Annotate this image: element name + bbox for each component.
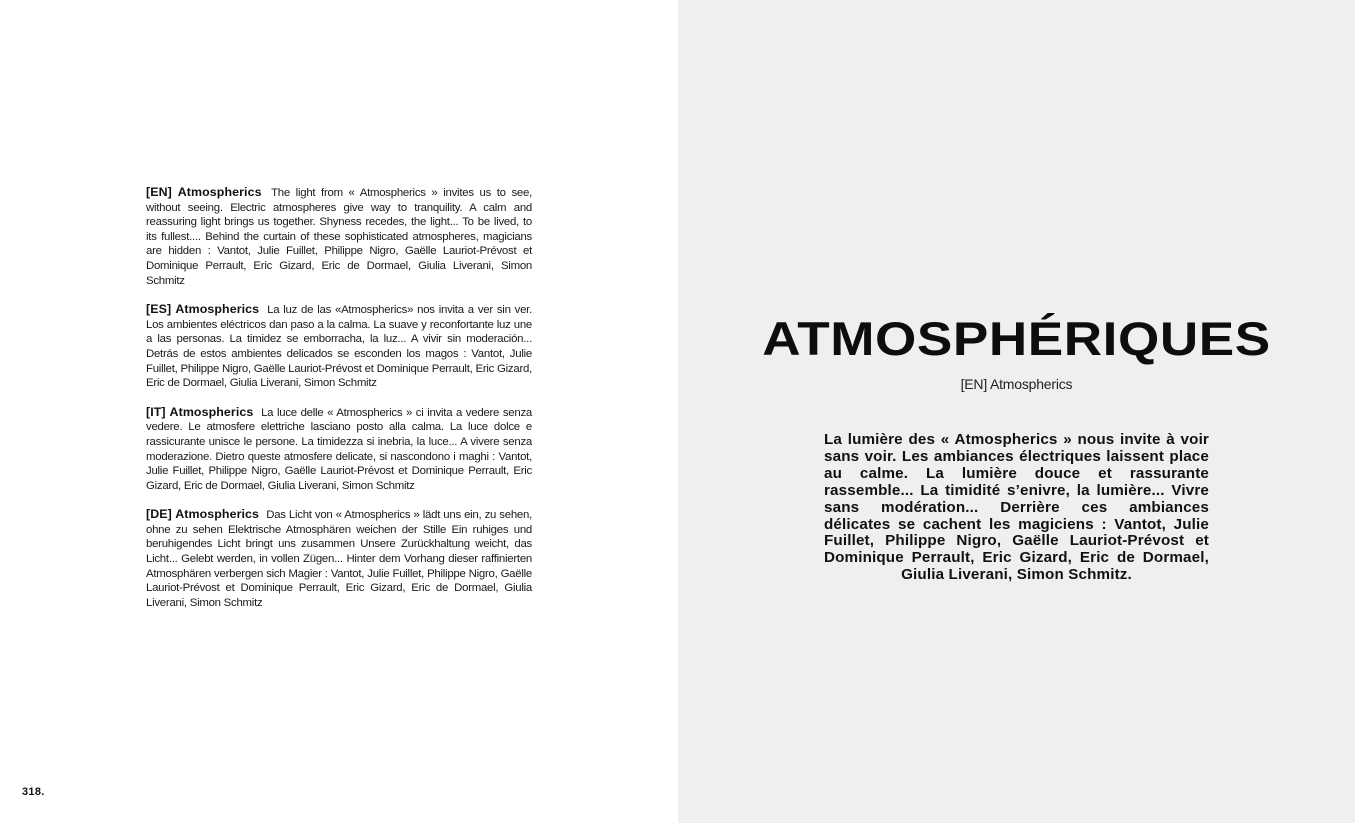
translation-de (146, 507, 532, 610)
translations-column (146, 185, 532, 624)
page-title: ATMOSPHÉRIQUES (762, 312, 1271, 365)
page-number: 318. (22, 786, 45, 798)
translation-body: Das Licht von « Atmospherics » lädt uns ein, zu sehen, ohne zu sehen Elektrische Atmosphären weichen der Stille Ein ruhiges und beruhigendes Licht bringt uns zusammen Unsere Zurückhaltung weicht, das Licht... Gelebt werden, in vollen Zügen... Hinter dem Vorhang dieser raffinierten Atmosphären verbergen sich Magier : Vantot, Julie Fuillet, Philippe Nigro, Gaëlle Lauriot-Prévost et Dominique Perrault, Eric Gizard, Eric de Dormael, Giulia Liverani, Simon Schmitz (146, 509, 533, 609)
translation-body: La luce delle « Atmospherics » ci invita a vedere senza vedere. Le atmosfere elettriche lasciano posto alla calma. La luce dolce e rassicurante unisce le persone. La timidezza si inebria, la luce... A vivere senza moderazione. Dietro queste atmosfere delicate, si nascondono i maghi : Vantot, Julie Fuillet, Philippe Nigro, Gaëlle Lauriot-Prévost et Dominique Perrault, Eric Gizard, Eric de Dormael, Giulia Liverani, Simon Schmitz (146, 406, 532, 492)
translation-es (146, 302, 532, 391)
translation-en (146, 185, 532, 288)
translation-heading: [IT] Atmospherics (146, 404, 254, 419)
page-subtitle: [EN] Atmospherics (960, 376, 1073, 392)
translation-heading: [DE] Atmospherics (146, 507, 260, 522)
french-body-text: La lumière des « Atmospherics » nous invite à voir sans voir. Les ambiances électriques laissent place au calme. La lumière douce et rassurante rassemble... La timidité s’enivre, la lumière... Vivre sans modération... Derrière ces ambiances délicates se cachent les magiciens : Vantot, Julie Fuillet, Philippe Nigro, Gaëlle Lauriot-Prévost et Dominique Perrault, Eric Gizard, Eric de Dormael, Giulia Liverani, Simon Schmitz. (824, 431, 1209, 584)
translation-heading: [EN] Atmospherics (146, 185, 262, 199)
translation-it (146, 405, 532, 494)
translation-body: The light from « Atmospherics » invites us to see, without seeing. Electric atmospheres give way to tranquility. A calm and reassuring light brings us together. Shyness recedes, the light... To be lived, to its fullest.... Behind the curtain of these sophisticated atmospheres, magicians are hidden : Vantot, Julie Fuillet, Philippe Nigro, Gaëlle Lauriot-Prévost et Dominique Perrault, Eric Gizard, Eric de Dormael, Giulia Liverani, Simon Schmitz (146, 187, 532, 287)
translation-heading: [ES] Atmospherics (146, 302, 260, 317)
right-page (678, 0, 1355, 823)
translation-body: La luz de las «Atmospherics» nos invita a ver sin ver. Los ambientes eléctricos dan paso a la calma. La suave y reconfortante luz une a las personas. La timidez se emborracha, la luz... A vivir sin moderación... Detrás de estos ambientes delicados se esconden los magos : Vantot, Julie Fuillet, Philippe Nigro, Gaëlle Lauriot-Prévost et Dominique Perrault, Eric Gizard, Eric de Dormael, Giulia Liverani, Simon Schmitz (146, 304, 533, 390)
